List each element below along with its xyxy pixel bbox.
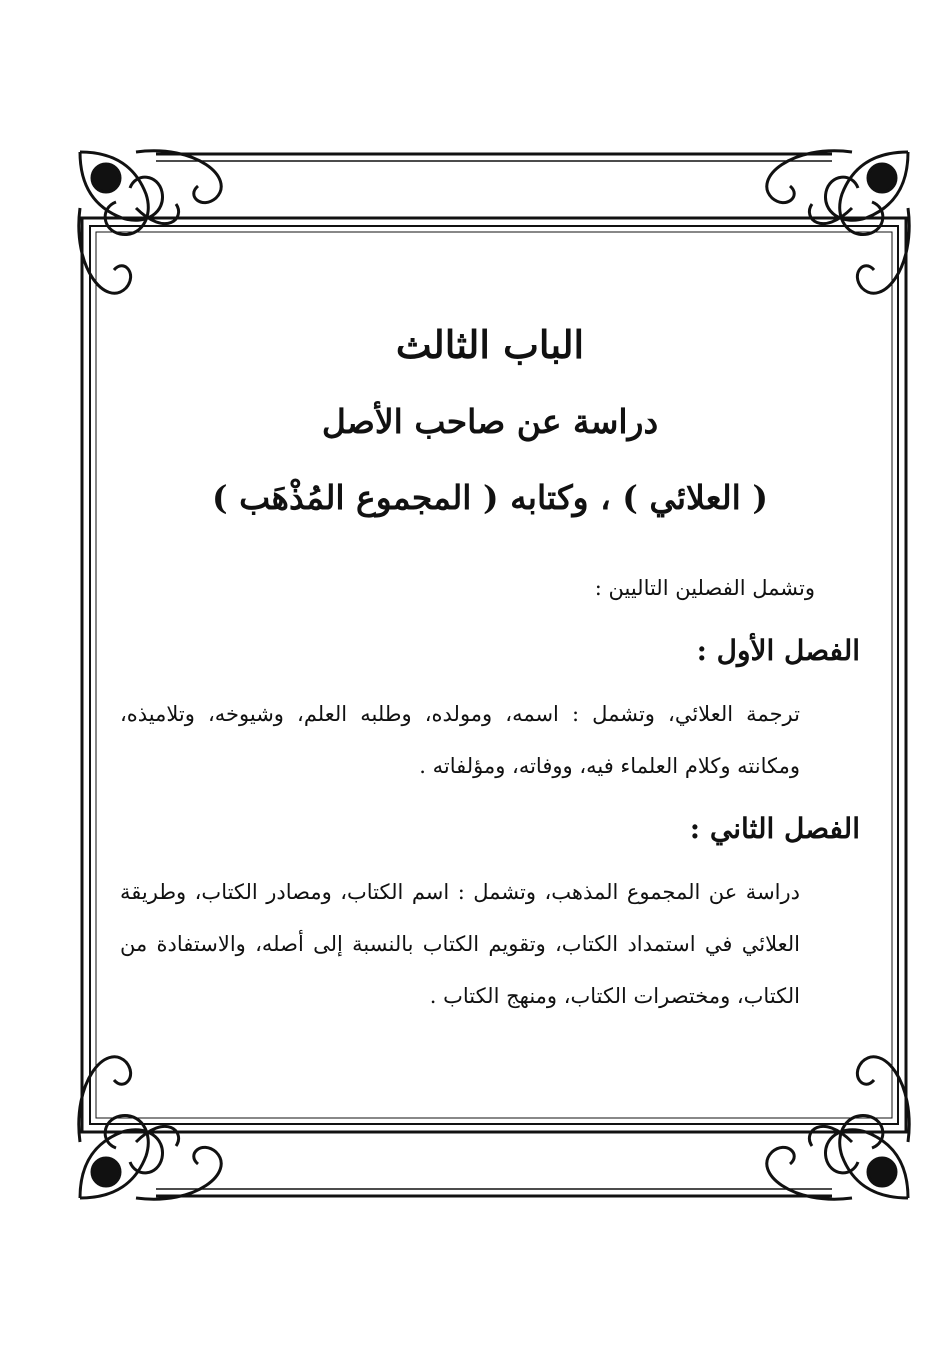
subtitle-author-book: ( العلائي ) ، وكتابه ( المجموع المُذْهَب ) bbox=[212, 478, 768, 517]
ornamental-border bbox=[76, 148, 912, 1202]
chapter2-body: دراسة عن المجموع المذهب، وتشمل : اسم الكتاب، ومصادر الكتاب، وطريقة العلائي في استمداد الكتاب، وتقويم الكتاب بالنسبة إلى أصله، والاستفادة من الكتاب، ومختصرات الكتاب، ومنهج الكتاب . bbox=[120, 880, 800, 1008]
corner-ornament-bottom-left bbox=[79, 1057, 221, 1199]
chapter1-heading: الفصل الأول : bbox=[696, 634, 860, 667]
subtitle: دراسة عن صاحب الأصل bbox=[321, 402, 659, 441]
corner-ornament-top-left bbox=[79, 151, 221, 293]
ornamental-border-svg bbox=[76, 148, 912, 1202]
corner-ornament-top-right bbox=[767, 151, 909, 293]
part-title: الباب الثالث bbox=[395, 322, 585, 367]
chapter1-body: ترجمة العلائي، وتشمل : اسمه، ومولده، وطلبه العلم، وشيوخه، وتلاميذه، ومكانته وكلام العلماء فيه، ووفاته، ومؤلفاته . bbox=[120, 702, 800, 778]
intro-text: وتشمل الفصلين التاليين : bbox=[594, 576, 815, 600]
chapter2-heading: الفصل الثاني : bbox=[689, 812, 860, 845]
corner-ornament-bottom-right bbox=[767, 1057, 909, 1199]
